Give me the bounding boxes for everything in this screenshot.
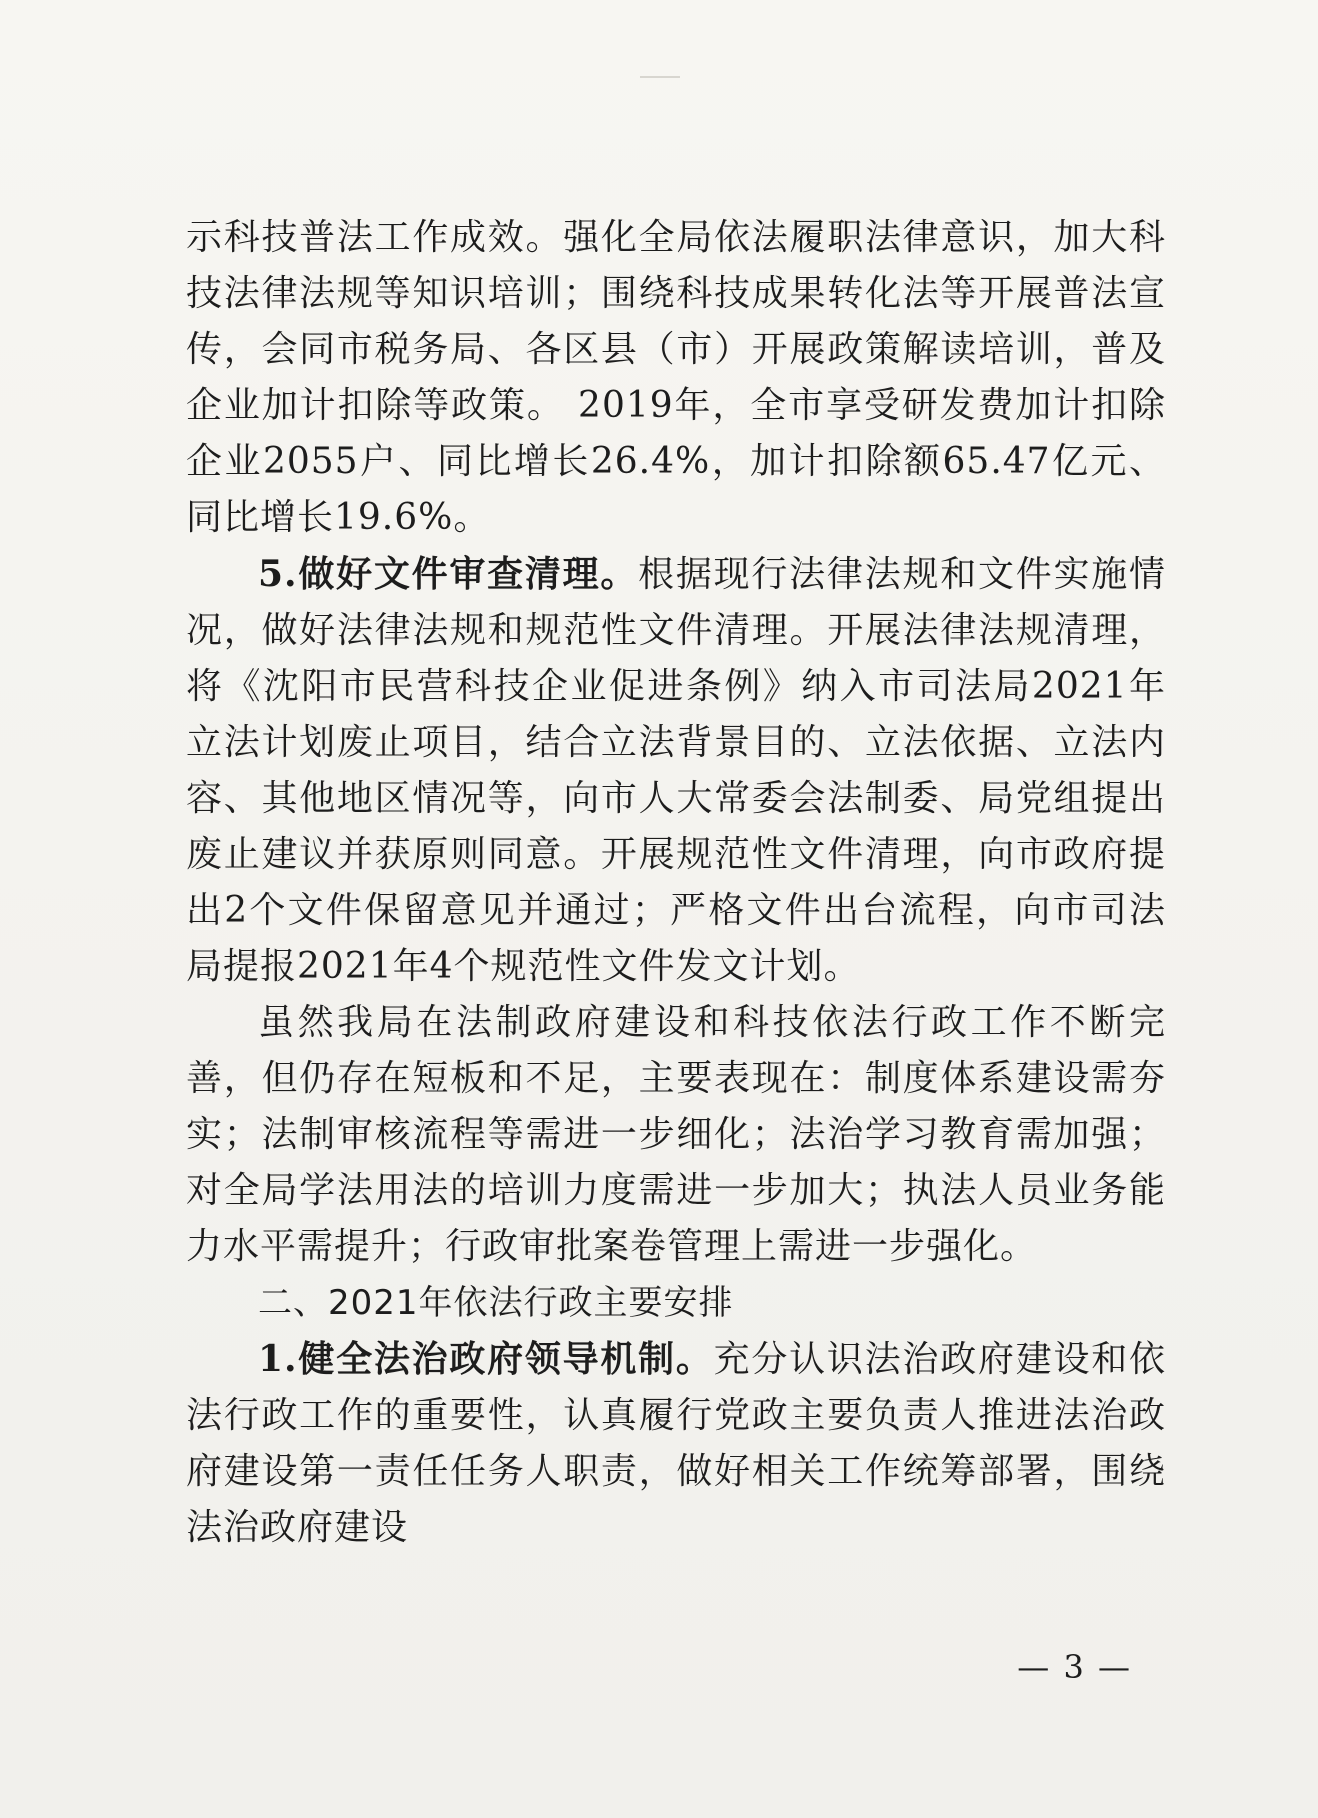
scan-mark: [640, 76, 680, 78]
paragraph-tax-deduction: 示科技普法工作成效。强化全局依法履职法律意识，加大科技法律法规等知识培训；围绕科技成果转化法等开展普法宣传，会同市税务局、各区县（市）开展政策解读培训，普及企业加计扣除等政策。 2019年，全市享受研发费加计扣除企业2055户、同比增长26.4%，加计扣除额65.47亿元、同比增长19.6%。: [186, 217, 1166, 538]
paragraph-shortcomings: 虽然我局在法制政府建设和科技依法行政工作不断完善，但仍存在短板和不足，主要表现在：制度体系建设需夯实；法制审核流程等需进一步细化；法治学习教育需加强；对全局学法用法的培训力度需进一步加大；执法人员业务能力水平需提升；行政审批案卷管理上需进一步强化。: [186, 1002, 1166, 1267]
item-text-1: 充分认识法治政府建设和依法行政工作的重要性，认真履行党政主要负责人推进法治政府建设第一责任任务人职责，做好相关工作统筹部署，围绕法治政府建设: [186, 1339, 1166, 1548]
paragraph-document-review: [186, 546, 1166, 995]
body-text: [186, 210, 1166, 1556]
item-text-5: 根据现行法律法规和文件实施情况，做好法律法规和规范性文件清理。开展法律法规清理，将《沈阳市民营科技企业促进条例》纳入市司法局2021年立法计划废止项目，结合立法背景目的、立法依据、立法内容、其他地区情况等，向市人大常委会法制委、局党组提出废止建议并获原则同意。开展规范性文件清理，向市政府提出2个文件保留意见并通过；严格文件出台流程，向市司法局提报2021年4个规范性文件发文计划。: [186, 554, 1166, 987]
item-heading-5: 5.做好文件审查清理。: [258, 553, 639, 595]
item-heading-1: 1.健全法治政府领导机制。: [258, 1338, 714, 1380]
paragraph-leadership-mechanism: [186, 1331, 1166, 1556]
page-number: — 3 —: [1017, 1648, 1132, 1686]
section-heading-2021-plan: 二、2021年依法行政主要安排: [258, 1283, 734, 1323]
